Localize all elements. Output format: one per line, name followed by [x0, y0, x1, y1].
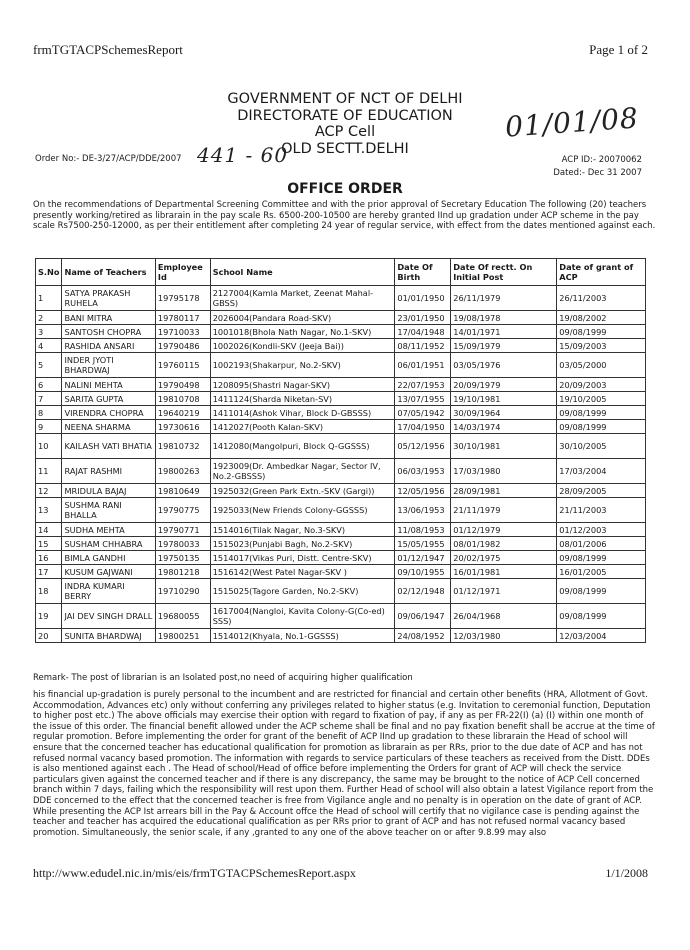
cell-acp-date: 09/08/1999 [557, 406, 646, 420]
cell-recruitment-date: 30/10/1981 [451, 434, 557, 459]
cell-acp-date: 19/10/2005 [557, 392, 646, 406]
acp-id: ACP ID:- 20070062 [561, 155, 642, 165]
letterhead-line-3: ACP Cell [314, 124, 376, 140]
cell-employee-id: 19790771 [155, 523, 210, 537]
cell-employee-id: 19800263 [155, 459, 210, 484]
cell-acp-date: 09/08/1999 [557, 551, 646, 565]
cell-recruitment-date: 01/12/1971 [451, 579, 557, 604]
header-recruitment-date: Date Of rectt. On Initial Post [451, 259, 557, 286]
cell-school: 1001018(Bhola Nath Nagar, No.1-SKV) [210, 325, 395, 339]
remark: Remark- The post of librarian is an Isolated post,no need of acquiring higher qualification [33, 673, 413, 683]
cell-sno: 17 [36, 565, 62, 579]
cell-recruitment-date: 08/01/1982 [451, 537, 557, 551]
table-row [36, 629, 646, 643]
cell-employee-id: 19780033 [155, 537, 210, 551]
cell-name: KUSUM GAJWANI [62, 565, 155, 579]
table-row [36, 378, 646, 392]
cell-employee-id: 19710290 [155, 579, 210, 604]
cell-dob: 02/12/1948 [395, 579, 451, 604]
table-row [36, 579, 646, 604]
teachers-table [35, 258, 646, 643]
cell-dob: 24/08/1952 [395, 629, 451, 643]
cell-employee-id: 19680055 [155, 604, 210, 629]
table-row [36, 339, 646, 353]
cell-recruitment-date: 14/03/1974 [451, 420, 557, 434]
cell-sno: 1 [36, 286, 62, 311]
table-row [36, 498, 646, 523]
cell-employee-id: 19800251 [155, 629, 210, 643]
cell-sno: 14 [36, 523, 62, 537]
cell-dob: 22/07/1953 [395, 378, 451, 392]
cell-dob: 13/07/1955 [395, 392, 451, 406]
cell-school: 1515025(Tagore Garden, No.2-SKV) [210, 579, 395, 604]
cell-name: SUNITA BHARDWAJ [62, 629, 155, 643]
cell-acp-date: 19/08/2002 [557, 311, 646, 325]
cell-acp-date: 20/09/2003 [557, 378, 646, 392]
table-header-row [36, 259, 646, 286]
cell-sno: 8 [36, 406, 62, 420]
table-row [36, 604, 646, 629]
table-row [36, 353, 646, 378]
cell-school: 1515023(Punjabi Bagh, No.2-SKV) [210, 537, 395, 551]
cell-recruitment-date: 28/09/1981 [451, 484, 557, 498]
cell-employee-id: 19810708 [155, 392, 210, 406]
header-name: Name of Teachers [62, 259, 155, 286]
header-sno: S.No [36, 259, 62, 286]
cell-name: SARITA GUPTA [62, 392, 155, 406]
cell-recruitment-date: 20/09/1979 [451, 378, 557, 392]
handwritten-date: 01/01/08 [504, 101, 640, 144]
cell-sno: 9 [36, 420, 62, 434]
cell-dob: 17/04/1948 [395, 325, 451, 339]
cell-name: INDER JYOTI BHARDWAJ [62, 353, 155, 378]
cell-recruitment-date: 12/03/1980 [451, 629, 557, 643]
acp-id-block [553, 154, 642, 180]
cell-employee-id: 19790486 [155, 339, 210, 353]
table-row [36, 325, 646, 339]
cell-school: 1412027(Pooth Kalan-SKV) [210, 420, 395, 434]
footer-url: http://www.edudel.nic.in/mis/eis/frmTGTACPSchemesReport.aspx [33, 866, 356, 880]
cell-sno: 5 [36, 353, 62, 378]
body-paragraph: his financial up-gradation is purely personal to the incumbent and are restricted for financial and certain other benefits (HRA, Allotment of Govt. Accommodation, Advances etc) only without conferring any privileges related to higher status (e.g. Invitation to ceremonial function, Deputation to higher post etc.) The above officials may exercise their option with regard to fixation of pay, if any as per FR-22(I) (a) (I) within one month of the issue of this order. The financial benefit allowed under the ACP scheme shall be final and no pay fixation benefit shall be accrue at the time of regular promotion. Before implementing the order for grant of the benefit of ACP IInd up gradation to these librarain the Head of school will ensure that the concerned teacher has educational qualification for promotion as librarain as per RRs, prior to the due date of ACP and has not refused normal vacancy based promotion. The information with regards to service particulars of these teachers as received from the Distt. DDEs is also mentioned against each . The Head of school/Head of office before implementing the Orders for grant of ACP will check the service particulars given against the concerned teacher and if there is any discrepancy, the same may be brought to the notice of ACP Cell concerned branch within 7 days, failing which the responsibility will rest upon them. Further Head of school will also obtain a latest Vigilance report from the DDE concerned to the effect that the concerned teacher is free from Vigilance angle and no penalty is in operation on the date of grant of ACP. While presenting the ACP Ist arrears bill in the Pay & Account offce the Head of school will certify that no vigilance case is pending against the teacher and teacher has acquired the educational qualification as per RRs prior to grant of ACP and has not refused normal vacancy based promotion. Simultaneously, the senior scale, if any ,granted to any one of the above teacher on or after 9.8.99 may also [33, 690, 655, 838]
cell-acp-date: 09/08/1999 [557, 604, 646, 629]
footer-date: 1/1/2008 [605, 866, 648, 880]
cell-acp-date: 01/12/2003 [557, 523, 646, 537]
cell-acp-date: 09/08/1999 [557, 579, 646, 604]
cell-school: 1514016(Tilak Nagar, No.3-SKV) [210, 523, 395, 537]
header-acp-date: Date of grant of ACP [557, 259, 646, 286]
cell-name: BANI MITRA [62, 311, 155, 325]
table-row [36, 392, 646, 406]
cell-school: 2026004(Pandara Road-SKV) [210, 311, 395, 325]
cell-school: 2127004(Kamla Market, Zeenat Mahal-GBSS) [210, 286, 395, 311]
cell-recruitment-date: 14/01/1971 [451, 325, 557, 339]
cell-sno: 15 [36, 537, 62, 551]
cell-name: JAI DEV SINGH DRALL [62, 604, 155, 629]
table-row [36, 565, 646, 579]
cell-name: INDRA KUMARI BERRY [62, 579, 155, 604]
cell-employee-id: 19750135 [155, 551, 210, 565]
table-row [36, 537, 646, 551]
cell-name: KAILASH VATI BHATIA [62, 434, 155, 459]
cell-employee-id: 19810649 [155, 484, 210, 498]
cell-sno: 10 [36, 434, 62, 459]
cell-school: 1002193(Shakarpur, No.2-SKV) [210, 353, 395, 378]
report-name: frmTGTACPSchemesReport [33, 42, 183, 57]
cell-acp-date: 09/08/1999 [557, 420, 646, 434]
table-row [36, 434, 646, 459]
cell-dob: 05/12/1956 [395, 434, 451, 459]
cell-employee-id: 19801218 [155, 565, 210, 579]
cell-name: SATYA PRAKASH RUHELA [62, 286, 155, 311]
cell-recruitment-date: 19/10/1981 [451, 392, 557, 406]
cell-recruitment-date: 01/12/1979 [451, 523, 557, 537]
cell-name: SUSHMA RANI BHALLA [62, 498, 155, 523]
cell-sno: 3 [36, 325, 62, 339]
dated: Dated:- Dec 31 2007 [553, 168, 642, 178]
cell-employee-id: 19760115 [155, 353, 210, 378]
cell-recruitment-date: 26/11/1979 [451, 286, 557, 311]
cell-name: BIMLA GANDHI [62, 551, 155, 565]
table-row [36, 551, 646, 565]
header-dob: Date Of Birth [395, 259, 451, 286]
cell-dob: 09/10/1955 [395, 565, 451, 579]
cell-sno: 13 [36, 498, 62, 523]
cell-employee-id: 19790498 [155, 378, 210, 392]
cell-sno: 12 [36, 484, 62, 498]
cell-acp-date: 15/09/2003 [557, 339, 646, 353]
cell-employee-id: 19810732 [155, 434, 210, 459]
order-number: Order No:- DE-3/27/ACP/DDE/2007 [35, 154, 182, 164]
cell-school: 1412080(Mangolpuri, Block Q-GGSSS) [210, 434, 395, 459]
cell-recruitment-date: 21/11/1979 [451, 498, 557, 523]
cell-acp-date: 21/11/2003 [557, 498, 646, 523]
cell-dob: 11/08/1953 [395, 523, 451, 537]
cell-school: 1411124(Sharda Niketan-SV) [210, 392, 395, 406]
cell-recruitment-date: 03/05/1976 [451, 353, 557, 378]
cell-employee-id: 19795178 [155, 286, 210, 311]
cell-dob: 15/05/1955 [395, 537, 451, 551]
letterhead-line-1: GOVERNMENT OF NCT OF DELHI [227, 91, 463, 107]
cell-sno: 20 [36, 629, 62, 643]
cell-name: RAJAT RASHMI [62, 459, 155, 484]
handwritten-number: 441 - 60 [197, 143, 289, 167]
cell-recruitment-date: 15/09/1979 [451, 339, 557, 353]
cell-recruitment-date: 20/02/1975 [451, 551, 557, 565]
cell-dob: 06/01/1951 [395, 353, 451, 378]
cell-school: 1923009(Dr. Ambedkar Nagar, Sector IV, No.2-GBSSS) [210, 459, 395, 484]
cell-acp-date: 03/05/2000 [557, 353, 646, 378]
cell-name: SUDHA MEHTA [62, 523, 155, 537]
cell-sno: 18 [36, 579, 62, 604]
cell-sno: 6 [36, 378, 62, 392]
cell-sno: 11 [36, 459, 62, 484]
cell-acp-date: 09/08/1999 [557, 325, 646, 339]
cell-dob: 01/12/1947 [395, 551, 451, 565]
page-indicator: Page 1 of 2 [589, 42, 648, 57]
cell-recruitment-date: 16/01/1981 [451, 565, 557, 579]
cell-sno: 7 [36, 392, 62, 406]
cell-school: 1617004(Nangloi, Kavita Colony-G(Co-ed) SSS) [210, 604, 395, 629]
table-row [36, 523, 646, 537]
cell-sno: 19 [36, 604, 62, 629]
cell-name: NALINI MEHTA [62, 378, 155, 392]
cell-acp-date: 30/10/2005 [557, 434, 646, 459]
cell-acp-date: 26/11/2003 [557, 286, 646, 311]
cell-dob: 07/05/1942 [395, 406, 451, 420]
document-title: OFFICE ORDER [287, 181, 403, 197]
cell-school: 1411014(Ashok Vihar, Block D-GBSSS) [210, 406, 395, 420]
letterhead-line-4: OLD SECTT.DELHI [281, 140, 409, 157]
cell-dob: 09/06/1947 [395, 604, 451, 629]
cell-acp-date: 28/09/2005 [557, 484, 646, 498]
cell-dob: 13/06/1953 [395, 498, 451, 523]
cell-employee-id: 19640219 [155, 406, 210, 420]
table-row [36, 484, 646, 498]
table-row [36, 459, 646, 484]
cell-recruitment-date: 30/09/1964 [451, 406, 557, 420]
cell-dob: 12/05/1956 [395, 484, 451, 498]
cell-name: MRIDULA BAJAJ [62, 484, 155, 498]
cell-dob: 06/03/1953 [395, 459, 451, 484]
cell-name: VIRENDRA CHOPRA [62, 406, 155, 420]
cell-recruitment-date: 19/08/1978 [451, 311, 557, 325]
cell-acp-date: 16/01/2005 [557, 565, 646, 579]
cell-dob: 01/01/1950 [395, 286, 451, 311]
cell-sno: 2 [36, 311, 62, 325]
cell-school: 1514012(Khyala, No.1-GGSSS) [210, 629, 395, 643]
cell-name: SANTOSH CHOPRA [62, 325, 155, 339]
cell-acp-date: 12/03/2004 [557, 629, 646, 643]
cell-recruitment-date: 17/03/1980 [451, 459, 557, 484]
cell-school: 1516142(West Patel Nagar-SKV ) [210, 565, 395, 579]
cell-name: RASHIDA ANSARI [62, 339, 155, 353]
cell-school: 1925033(New Friends Colony-GGSSS) [210, 498, 395, 523]
cell-employee-id: 19790775 [155, 498, 210, 523]
cell-sno: 4 [36, 339, 62, 353]
header-employee-id: Employee Id [155, 259, 210, 286]
table-row [36, 406, 646, 420]
cell-employee-id: 19710033 [155, 325, 210, 339]
cell-dob: 23/01/1950 [395, 311, 451, 325]
cell-school: 1002026(Kondli-SKV (Jeeja Bai)) [210, 339, 395, 353]
cell-recruitment-date: 26/04/1968 [451, 604, 557, 629]
cell-dob: 17/04/1950 [395, 420, 451, 434]
cell-name: NEENA SHARMA [62, 420, 155, 434]
header-school: School Name [210, 259, 395, 286]
cell-employee-id: 19780117 [155, 311, 210, 325]
table-row [36, 311, 646, 325]
cell-school: 1208095(Shastri Nagar-SKV) [210, 378, 395, 392]
letterhead-line-2: DIRECTORATE OF EDUCATION [237, 107, 453, 124]
cell-employee-id: 19730616 [155, 420, 210, 434]
cell-acp-date: 17/03/2004 [557, 459, 646, 484]
cell-name: SUSHAM CHHABRA [62, 537, 155, 551]
intro-paragraph: On the recommendations of Departmental Screening Committee and with the prior approval of Secretary Education The following (20) teachers presently working/retired as librarain in the pay scale Rs. 6500-200-10500 are hereby granted IInd up gradation under ACP scheme in the pay scale Rs7500-250-12000, as per their entitlement after completing 24 year of regular service, with effect from the dates mentioned against each. [33, 200, 656, 231]
cell-dob: 08/11/1952 [395, 339, 451, 353]
cell-school: 1514017(Vikas Puri, Distt. Centre-SKV) [210, 551, 395, 565]
table-row [36, 420, 646, 434]
cell-sno: 16 [36, 551, 62, 565]
cell-acp-date: 08/01/2006 [557, 537, 646, 551]
cell-school: 1925032(Green Park Extn.-SKV (Gargi)) [210, 484, 395, 498]
table-row [36, 286, 646, 311]
